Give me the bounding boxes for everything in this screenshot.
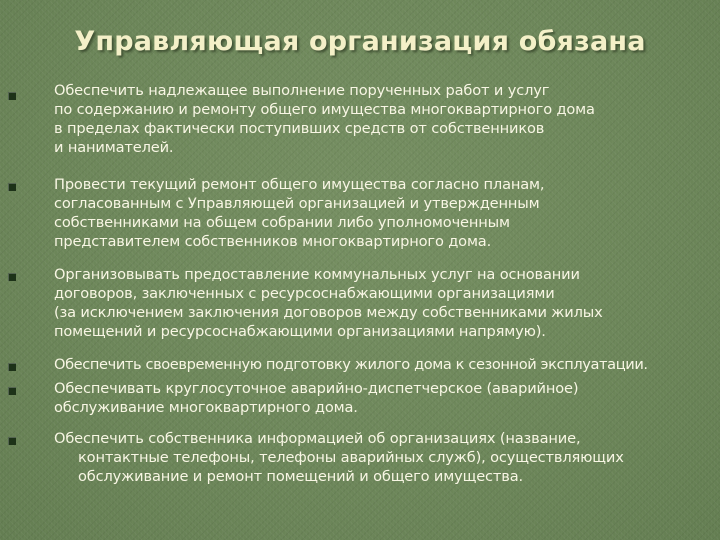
square-bullet-icon xyxy=(8,437,16,445)
list-item xyxy=(54,355,720,374)
square-bullet-icon xyxy=(8,363,16,371)
square-bullet-icon xyxy=(8,183,16,191)
list-item-line: в пределах фактически поступивших средств от собственников xyxy=(54,120,545,137)
list-item-line: собственниками на общем собрании либо уполномоченным xyxy=(54,214,510,231)
square-bullet-icon xyxy=(8,387,16,395)
list-item-line: Организовывать предоставление коммунальных услуг на основании xyxy=(54,266,580,283)
list-item-line: контактные телефоны, телефоны аварийных служб), осуществляющих xyxy=(78,449,624,466)
list-item-line: Провести текущий ремонт общего имущества согласно планам, xyxy=(54,176,545,193)
list-item-line: обслуживание и ремонт помещений и общего имущества. xyxy=(78,468,523,485)
list-item-line: согласованным с Управляющей организацией и утвержденным xyxy=(54,195,540,212)
list-item-line: по содержанию и ремонту общего имущества многоквартирного дома xyxy=(54,101,595,118)
square-bullet-icon xyxy=(8,273,16,281)
list-item-line: Обеспечивать круглосуточное аварийно-диспетчерское (аварийное) xyxy=(54,380,579,397)
list-item xyxy=(54,265,720,341)
list-item-line: Обеспечить надлежащее выполнение порученных работ и услуг xyxy=(54,82,550,99)
list-item-line: и нанимателей. xyxy=(54,139,174,156)
list-item xyxy=(54,379,720,417)
list-item-line: представителем собственников многоквартирного дома. xyxy=(54,233,492,250)
list-item xyxy=(54,175,720,251)
list-item xyxy=(54,429,720,486)
square-bullet-icon xyxy=(8,92,16,100)
list-item-line: Обеспечить своевременную подготовку жилого дома к сезонной эксплуатации. xyxy=(54,356,648,373)
list-item xyxy=(54,81,720,157)
slide-title: Управляющая организация обязана xyxy=(74,26,646,57)
list-item-line: (за исключением заключения договоров между собственниками жилых xyxy=(54,304,603,321)
list-item-line: обслуживание многоквартирного дома. xyxy=(54,399,358,416)
list-item-line: помещений и ресурсоснабжающими организациями напрямую). xyxy=(54,323,546,340)
list-item-line: Обеспечить собственника информацией об организациях (название, xyxy=(54,430,581,447)
list-item-line: договоров, заключенных с ресурсоснабжающими организациями xyxy=(54,285,555,302)
